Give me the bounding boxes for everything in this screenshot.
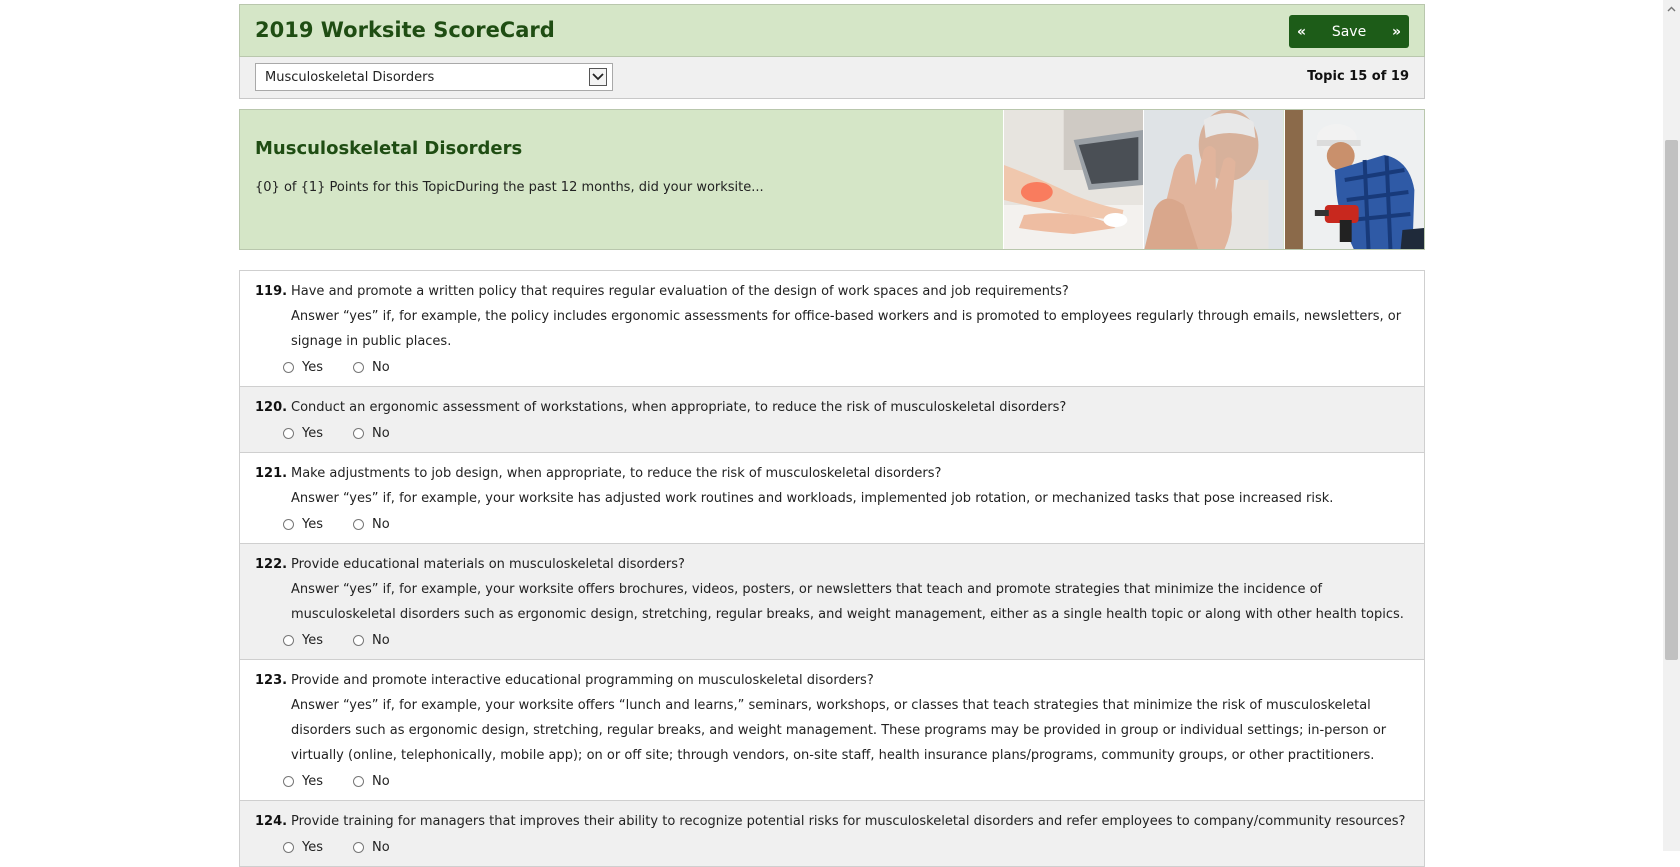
no-label: No bbox=[372, 773, 390, 789]
yes-option[interactable] bbox=[283, 633, 323, 648]
question-119 bbox=[240, 271, 1424, 387]
question-122 bbox=[240, 544, 1424, 660]
yes-radio[interactable] bbox=[283, 519, 294, 530]
no-label: No bbox=[372, 425, 390, 441]
yes-label: Yes bbox=[302, 425, 323, 441]
question-note: Answer “yes” if, for example, your worksite has adjusted work routines and workloads, implemented job rotation, or mechanized tasks that pose increased risk. bbox=[291, 491, 1334, 506]
no-label: No bbox=[372, 516, 390, 532]
question-list bbox=[239, 270, 1425, 867]
no-option[interactable] bbox=[353, 360, 390, 375]
no-option[interactable] bbox=[353, 517, 390, 532]
question-124 bbox=[240, 801, 1424, 867]
answer-options bbox=[283, 511, 1409, 537]
yes-option[interactable] bbox=[283, 426, 323, 441]
chevron-down-icon[interactable] bbox=[589, 68, 607, 86]
question-number: 122. bbox=[255, 557, 288, 572]
yes-option[interactable] bbox=[283, 517, 323, 532]
topic-description: {0} of {1} Points for this TopicDuring the past 12 months, did your worksite... bbox=[255, 180, 764, 195]
yes-label: Yes bbox=[302, 839, 323, 855]
question-text: Provide and promote interactive educational programming on musculoskeletal disorders? bbox=[291, 673, 874, 688]
topic-photos bbox=[1003, 110, 1424, 250]
topic-count: Topic 15 of 19 bbox=[1307, 69, 1409, 84]
no-label: No bbox=[372, 359, 390, 375]
yes-option[interactable] bbox=[283, 774, 323, 789]
no-option[interactable] bbox=[353, 774, 390, 789]
question-number: 121. bbox=[255, 466, 288, 481]
question-number: 123. bbox=[255, 673, 288, 688]
save-button[interactable]: Save bbox=[1331, 23, 1367, 40]
yes-option[interactable] bbox=[283, 360, 323, 375]
no-radio[interactable] bbox=[353, 428, 364, 439]
yes-radio[interactable] bbox=[283, 776, 294, 787]
page-title: 2019 Worksite ScoreCard bbox=[255, 18, 555, 42]
page-scrollbar[interactable] bbox=[1663, 0, 1680, 851]
scrollbar-thumb[interactable] bbox=[1665, 140, 1678, 660]
yes-label: Yes bbox=[302, 773, 323, 789]
question-123 bbox=[240, 660, 1424, 801]
yes-label: Yes bbox=[302, 516, 323, 532]
wrist-pain-photo bbox=[1003, 110, 1143, 250]
question-number: 124. bbox=[255, 814, 288, 829]
no-radio[interactable] bbox=[353, 519, 364, 530]
scorecard-page bbox=[239, 4, 1425, 867]
no-option[interactable] bbox=[353, 633, 390, 648]
yes-option[interactable] bbox=[283, 840, 323, 855]
yes-label: Yes bbox=[302, 359, 323, 375]
question-text: Make adjustments to job design, when appropriate, to reduce the risk of musculoskeletal disorders? bbox=[291, 466, 942, 481]
question-text: Have and promote a written policy that requires regular evaluation of the design of work spaces and job requirements? bbox=[291, 284, 1069, 299]
question-text: Provide educational materials on musculoskeletal disorders? bbox=[291, 557, 685, 572]
topic-select-value: Musculoskeletal Disorders bbox=[265, 69, 435, 85]
no-radio[interactable] bbox=[353, 362, 364, 373]
no-option[interactable] bbox=[353, 840, 390, 855]
previous-topic-button[interactable]: « bbox=[1297, 23, 1307, 40]
no-radio[interactable] bbox=[353, 776, 364, 787]
yes-radio[interactable] bbox=[283, 428, 294, 439]
question-text: Conduct an ergonomic assessment of workstations, when appropriate, to reduce the risk of musculoskeletal disorders? bbox=[291, 400, 1067, 415]
question-120 bbox=[240, 387, 1424, 453]
nav-save-group bbox=[1289, 15, 1409, 48]
question-number: 119. bbox=[255, 284, 288, 299]
question-text: Provide training for managers that improves their ability to recognize potential risks for musculoskeletal disorders and refer employees to company/community resources? bbox=[291, 814, 1406, 829]
answer-options bbox=[283, 768, 1409, 794]
topic-select[interactable] bbox=[255, 63, 613, 91]
yes-radio[interactable] bbox=[283, 362, 294, 373]
no-radio[interactable] bbox=[353, 635, 364, 646]
question-note: Answer “yes” if, for example, the policy includes ergonomic assessments for office-based workers and is promoted to employees regularly through emails, newsletters, or signage in public places. bbox=[291, 309, 1402, 349]
topic-title: Musculoskeletal Disorders bbox=[255, 138, 523, 159]
yes-radio[interactable] bbox=[283, 635, 294, 646]
answer-options bbox=[283, 354, 1409, 380]
no-label: No bbox=[372, 839, 390, 855]
question-121 bbox=[240, 453, 1424, 544]
answer-options bbox=[283, 627, 1409, 653]
question-number: 120. bbox=[255, 400, 288, 415]
topic-selector-bar bbox=[239, 57, 1425, 99]
topic-banner bbox=[239, 109, 1425, 250]
no-option[interactable] bbox=[353, 426, 390, 441]
answer-options bbox=[283, 834, 1409, 860]
scorecard-header bbox=[239, 4, 1425, 57]
construction-worker-photo bbox=[1284, 110, 1424, 250]
hand-arthritis-photo bbox=[1143, 110, 1283, 250]
question-note: Answer “yes” if, for example, your worksite offers “lunch and learns,” seminars, workshops, or classes that teach strategies that minimize the risk of musculoskeletal disorders such as ergonomic design, stretching, regular breaks, and weight management. These programs may be provided in group or individual settings; in-person or virtually (online, telephonically, mobile app); on or off site; through vendors, on-site staff, health insurance plans/programs, community groups, or other practitioners. bbox=[291, 698, 1387, 763]
next-topic-button[interactable]: » bbox=[1391, 23, 1401, 40]
yes-label: Yes bbox=[302, 632, 323, 648]
no-label: No bbox=[372, 632, 390, 648]
scroll-up-icon[interactable] bbox=[1663, 0, 1680, 17]
answer-options bbox=[283, 420, 1409, 446]
question-note: Answer “yes” if, for example, your worksite offers brochures, videos, posters, or newsletters that teach and promote strategies that minimize the incidence of musculoskeletal disorders such as ergonomic design, stretching, regular breaks, and weight management, either as a single health topic or along with other health topics. bbox=[291, 582, 1404, 622]
